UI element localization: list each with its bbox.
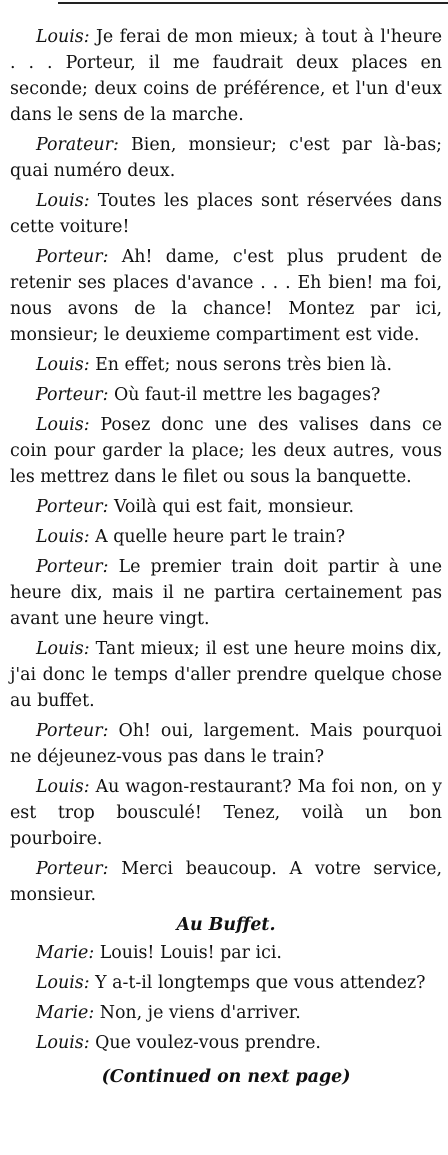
dialogue-line [10,494,442,520]
dialogue-line [10,554,442,632]
dialogue-line [10,244,442,348]
dialogue-line [10,24,442,128]
speaker-name: Louis: [36,777,90,797]
dialogue-text-span: Louis! Louis! par ici. [94,943,282,963]
dialogue-line [10,1030,442,1056]
speaker-name: Porteur: [36,557,109,577]
dialogue-line [10,188,442,240]
dialogue-line [10,636,442,714]
speaker-name: Louis: [36,415,90,435]
dialogue-line [10,352,442,378]
speaker-name: Louis: [36,191,90,211]
dialogue-text-span: Ah! dame, c'est plus prudent de retenir ses places d'avance . . . Eh bien! ma foi, nous avons de la chance! Montez par ici, monsieur; le deuxieme compartiment est vide. [10,247,442,345]
speaker-name: Porteur: [36,497,109,517]
dialogue-text-span: Où faut-il mettre les bagages? [108,385,381,405]
dialogue-line [10,132,442,184]
speaker-name: Porteur: [36,385,109,405]
dialogue-text-span: Non, je viens d'arriver. [94,1003,301,1023]
dialogue-text-span: Voilà qui est fait, monsieur. [108,497,355,517]
dialogue-line [10,382,442,408]
speaker-name: Louis: [36,1033,90,1053]
speaker-name: Porteur: [36,247,109,267]
dialogue-text-span: Y a-t-il longtemps que vous attendez? [89,973,426,993]
dialogue-line [10,774,442,852]
speaker-name: Marie: [36,943,95,963]
dialogue-line [10,524,442,550]
continued-note: (Continued on next page) [101,1067,351,1087]
dialogue-text-span: Au wagon-restaurant? Ma foi non, on y est trop bousculé! Tenez, voilà un bon pourboire. [10,777,442,849]
speaker-name: Louis: [36,355,90,375]
dialogue-text-span: Que voulez-vous prendre. [89,1033,321,1053]
speaker-name: Louis: [36,27,90,47]
dialogue-line [10,412,442,490]
dialogue-line [10,856,442,908]
dialogue-line [10,970,442,996]
dialogue-text-span: A quelle heure part le train? [89,527,346,547]
dialogue-text-span: Tant mieux; il est une heure moins dix, j'ai donc le temps d'aller prendre quelque chose au buffet. [10,639,442,711]
dialogue-text-span: Bien, monsieur; c'est par là-bas; quai numéro deux. [10,135,442,181]
top-rule [58,2,448,4]
dialogue-line [10,718,442,770]
speaker-name: Porteur: [36,859,109,879]
dialogue-text-span: En effet; nous serons très bien là. [89,355,393,375]
speaker-name: Louis: [36,973,90,993]
speaker-name: Porteur: [36,721,109,741]
speaker-name: Louis: [36,527,90,547]
section-heading: Au Buffet. [176,915,276,935]
speaker-name: Marie: [36,1003,95,1023]
dialogue-text [10,24,442,1090]
dialogue-text-span: Le premier train doit partir à une heure dix, mais il ne partira certainement pas avant une heure vingt. [10,557,442,629]
dialogue-text-span: Je ferai de mon mieux; à tout à l'heure . . . Porteur, il me faudrait deux places en seconde; deux coins de préférence, et l'un d'eux dans le sens de la marche. [10,27,442,125]
dialogue-text-span: Merci beaucoup. A votre service, monsieur. [10,859,442,905]
speaker-name: Porateur: [36,135,119,155]
dialogue-text-span: Toutes les places sont réservées dans cette voiture! [10,191,442,237]
dialogue-text-span: Posez donc une des valises dans ce coin pour garder la place; les deux autres, vous les mettrez dans le filet ou sous la banquette. [10,415,442,487]
dialogue-line [10,940,442,966]
dialogue-line [10,1000,442,1026]
speaker-name: Louis: [36,639,90,659]
dialogue-text-span: Oh! oui, largement. Mais pourquoi ne déjeunez-vous pas dans le train? [10,721,442,767]
